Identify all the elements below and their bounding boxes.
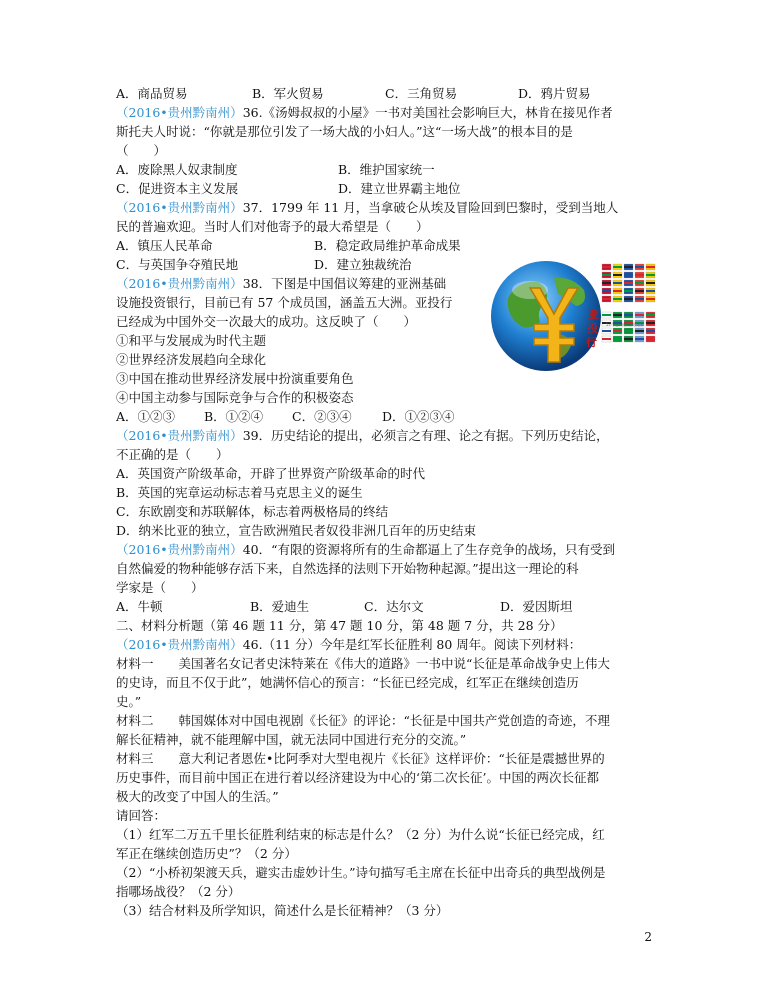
flag-stripe <box>646 322 655 324</box>
q35-option-d: D．鸦片贸易 <box>518 86 591 101</box>
flag-stripe <box>624 282 633 284</box>
flag-stripe <box>624 330 633 332</box>
figure-char-3: 行 <box>586 336 597 349</box>
flag-stripe <box>613 298 622 300</box>
q46-ask: 请回答： <box>116 808 167 823</box>
q35-option-b: B．军火贸易 <box>252 86 324 101</box>
q40-line1: （2016•贵州黔南州）40．“有限的资源将所有的生命都逼上了生存竞争的战场，只有受到 <box>116 542 615 557</box>
flag-stripe <box>646 274 655 276</box>
q36-option-a: A．废除黑人奴隶制度 <box>116 162 238 177</box>
q40-option-c: C．达尔文 <box>364 599 424 614</box>
q46-material2-line2: 解长征精神，就不能理解中国，就无法同中国进行充分的交流。” <box>116 732 467 747</box>
q38-option-b: B．①②④ <box>204 409 264 424</box>
q40-line2: 自然偏爱的物种能够存活下来，自然选择的法则下开始物种起源。”提出这一理论的科 <box>116 561 579 576</box>
flag-stripe <box>635 330 644 332</box>
q46-material1-line1: 材料一 美国著名女记者史沫特莱在《伟大的道路》一书中说“长征是革命战争史上伟大 <box>116 656 610 671</box>
flag-stripe <box>635 290 644 292</box>
q46-material2-line1: 材料二 韩国媒体对中国电视剧《长征》的评论：“长征是中国共产党创造的奇迹，不理 <box>116 713 610 728</box>
q37-source: （2016•贵州黔南州） <box>116 200 243 215</box>
q37-option-c: C．与英国争夺殖民地 <box>116 257 239 272</box>
flag-stripe <box>602 298 611 300</box>
q38-option-a: A．①②③ <box>116 409 176 424</box>
q37-line2: 民的普遍欢迎。当时人们对他寄予的最大希望是（ ） <box>116 219 429 234</box>
q40-option-a: A．牛顿 <box>116 599 163 614</box>
flag-stripe <box>602 338 611 340</box>
q46-sub2-line2: 指哪场战役？（2 分） <box>116 884 241 899</box>
flag-stripe <box>646 298 655 300</box>
q37-option-d: D．建立独裁统治 <box>314 257 412 272</box>
q38-line2: 设施投资银行，目前已有 57 个成员国，涵盖五大洲。亚投行 <box>116 295 453 310</box>
q38-item-3: ③中国在推动世界经济发展中扮演重要角色 <box>116 371 354 386</box>
flag-stripe <box>602 266 611 268</box>
flag-stripe <box>635 282 644 284</box>
q46-material1-line3: 史。” <box>116 694 142 709</box>
figure-caption: 57个意向创始成员国 <box>606 322 644 327</box>
q46-sub3-line1: （3）结合材料及所学知识，简述什么是长征精神？（3 分） <box>116 903 449 918</box>
q46-line1: （2016•贵州黔南州）46.（11 分）今年是红军长征胜利 80 周年。阅读下列材料： <box>116 637 582 652</box>
q39-option-b: B．英国的宪章运动标志着马克思主义的诞生 <box>116 485 363 500</box>
q36-line1: （2016•贵州黔南州）36.《汤姆叔叔的小屋》一书对美国社会影响巨大，林肯在接见作者 <box>116 105 613 120</box>
q46-sub1-line2: 军正在继续创造历史”？（2 分） <box>116 846 297 861</box>
q40-option-d: D．爱因斯坦 <box>500 599 573 614</box>
q39-option-d: D．纳米比亚的独立，宣告欧洲殖民者奴役非洲几百年的历史结束 <box>116 523 477 538</box>
q38-item-2: ②世界经济发展趋向全球化 <box>116 352 267 367</box>
flag-stripe <box>602 290 611 292</box>
flag-stripe <box>635 266 644 268</box>
flag-grid <box>602 264 655 342</box>
q38-item-4: ④中国主动参与国际竞争与合作的积极姿态 <box>116 390 354 405</box>
flag-stripe <box>646 282 655 284</box>
flag-stripe <box>624 290 633 292</box>
section-2-heading: 二、材料分析题（第 46 题 11 分，第 47 题 10 分，第 48 题 7 分，共 28 分） <box>116 618 563 633</box>
q38-item-1: ①和平与发展成为时代主题 <box>116 333 267 348</box>
figure-char-1: 亚 <box>588 308 599 321</box>
q37-option-a: A．镇压人民革命 <box>116 238 213 253</box>
q39-source: （2016•贵州黔南州） <box>116 428 243 443</box>
flag-stripe <box>646 266 655 268</box>
q37-option-b: B．稳定政局维护革命成果 <box>314 238 461 253</box>
flag-stripe <box>602 282 611 284</box>
flag-stripe <box>646 330 655 332</box>
flag-stripe <box>613 282 622 284</box>
flag-stripe <box>613 266 622 268</box>
q46-sub1-line1: （1）红军二万五千里长征胜利结束的标志是什么？（2 分）为什么说“长征已经完成，红 <box>116 827 605 842</box>
flag-stripe <box>635 274 644 276</box>
q38-source: （2016•贵州黔南州） <box>116 276 243 291</box>
flag-stripe <box>613 314 622 316</box>
flag-stripe <box>635 338 644 340</box>
flag-stripe <box>624 274 633 276</box>
q46-material3-line2: 历史事件，而目前中国正在进行着以经济建设为中心的‘第二次长征’。中国的两次长征都 <box>116 770 599 785</box>
q39-option-a: A．英国资产阶级革命，开辟了世界资产阶级革命的时代 <box>116 466 426 481</box>
q39-line1: （2016•贵州黔南州）39．历史结论的提出，必须言之有理、论之有据。下列历史结论， <box>116 428 609 443</box>
q46-material3-line1: 材料三 意大利记者恩佐•比阿季对大型电视片《长征》这样评价：“长征是震撼世界的 <box>116 751 605 766</box>
flag-stripe <box>646 290 655 292</box>
q46-sub2-line1: （2）“小桥初架渡天兵，避实击虚妙计生。”诗句描写毛主席在长征中出奇兵的典型战例是 <box>116 865 606 880</box>
q38-option-d: D．①②③④ <box>382 409 455 424</box>
q38-line1: （2016•贵州黔南州）38．下图是中国倡议筹建的亚洲基础 <box>116 276 447 291</box>
q46-source: （2016•贵州黔南州） <box>116 637 243 652</box>
flag-stripe <box>602 330 611 332</box>
q46-material3-line3: 极大的改变了中国人的生活。” <box>116 789 279 804</box>
aiib-figure <box>488 258 660 376</box>
flag-stripe <box>635 298 644 300</box>
flag-stripe <box>613 330 622 332</box>
page-number: 2 <box>644 930 652 944</box>
q38-option-c: C．②③④ <box>292 409 352 424</box>
figure-char-2: 投 <box>587 322 598 335</box>
globe-yen-icon <box>488 258 660 376</box>
q38-line3: 已经成为中国外交一次最大的成功。这反映了（ ） <box>116 314 417 329</box>
flag-stripe <box>646 314 655 316</box>
q35-option-c: C．三角贸易 <box>385 86 458 101</box>
flag-stripe <box>602 274 611 276</box>
flag-stripe <box>624 266 633 268</box>
q39-option-c: C．东欧剧变和苏联解体，标志着两极格局的终结 <box>116 504 389 519</box>
q46-material1-line2: 的史诗，而且不仅于此”，她满怀信心的预言：“长征已经完成，红军正在继续创造历 <box>116 675 579 690</box>
q36-source: （2016•贵州黔南州） <box>116 105 243 120</box>
flag-stripe <box>613 274 622 276</box>
flag-stripe <box>624 298 633 300</box>
q37-line1: （2016•贵州黔南州）37．1799 年 11 月，当拿破仑从埃及冒险回到巴黎时，受到当地人 <box>116 200 619 215</box>
flag-stripe <box>624 338 633 340</box>
q36-line2: 斯托夫人时说：“你就是那位引发了一场大战的小妇人。”这“一场大战”的根本目的是 <box>116 124 573 139</box>
flag-stripe <box>624 314 633 316</box>
q36-option-d: D．建立世界霸主地位 <box>338 181 461 196</box>
q35-option-a: A．商品贸易 <box>116 86 188 101</box>
q40-option-b: B．爱迪生 <box>250 599 310 614</box>
q36-option-b: B．维护国家统一 <box>338 162 435 177</box>
flag-stripe <box>635 314 644 316</box>
q40-source: （2016•贵州黔南州） <box>116 542 243 557</box>
q39-line2: 不正确的是（ ） <box>116 447 229 462</box>
flag-stripe <box>613 338 622 340</box>
q36-option-c: C．促进资本主义发展 <box>116 181 239 196</box>
flag-stripe <box>602 314 611 316</box>
q36-blank: （ ） <box>116 143 167 158</box>
flag-stripe <box>646 338 655 340</box>
flag-stripe <box>613 290 622 292</box>
q40-line3: 学家是（ ） <box>116 580 204 595</box>
